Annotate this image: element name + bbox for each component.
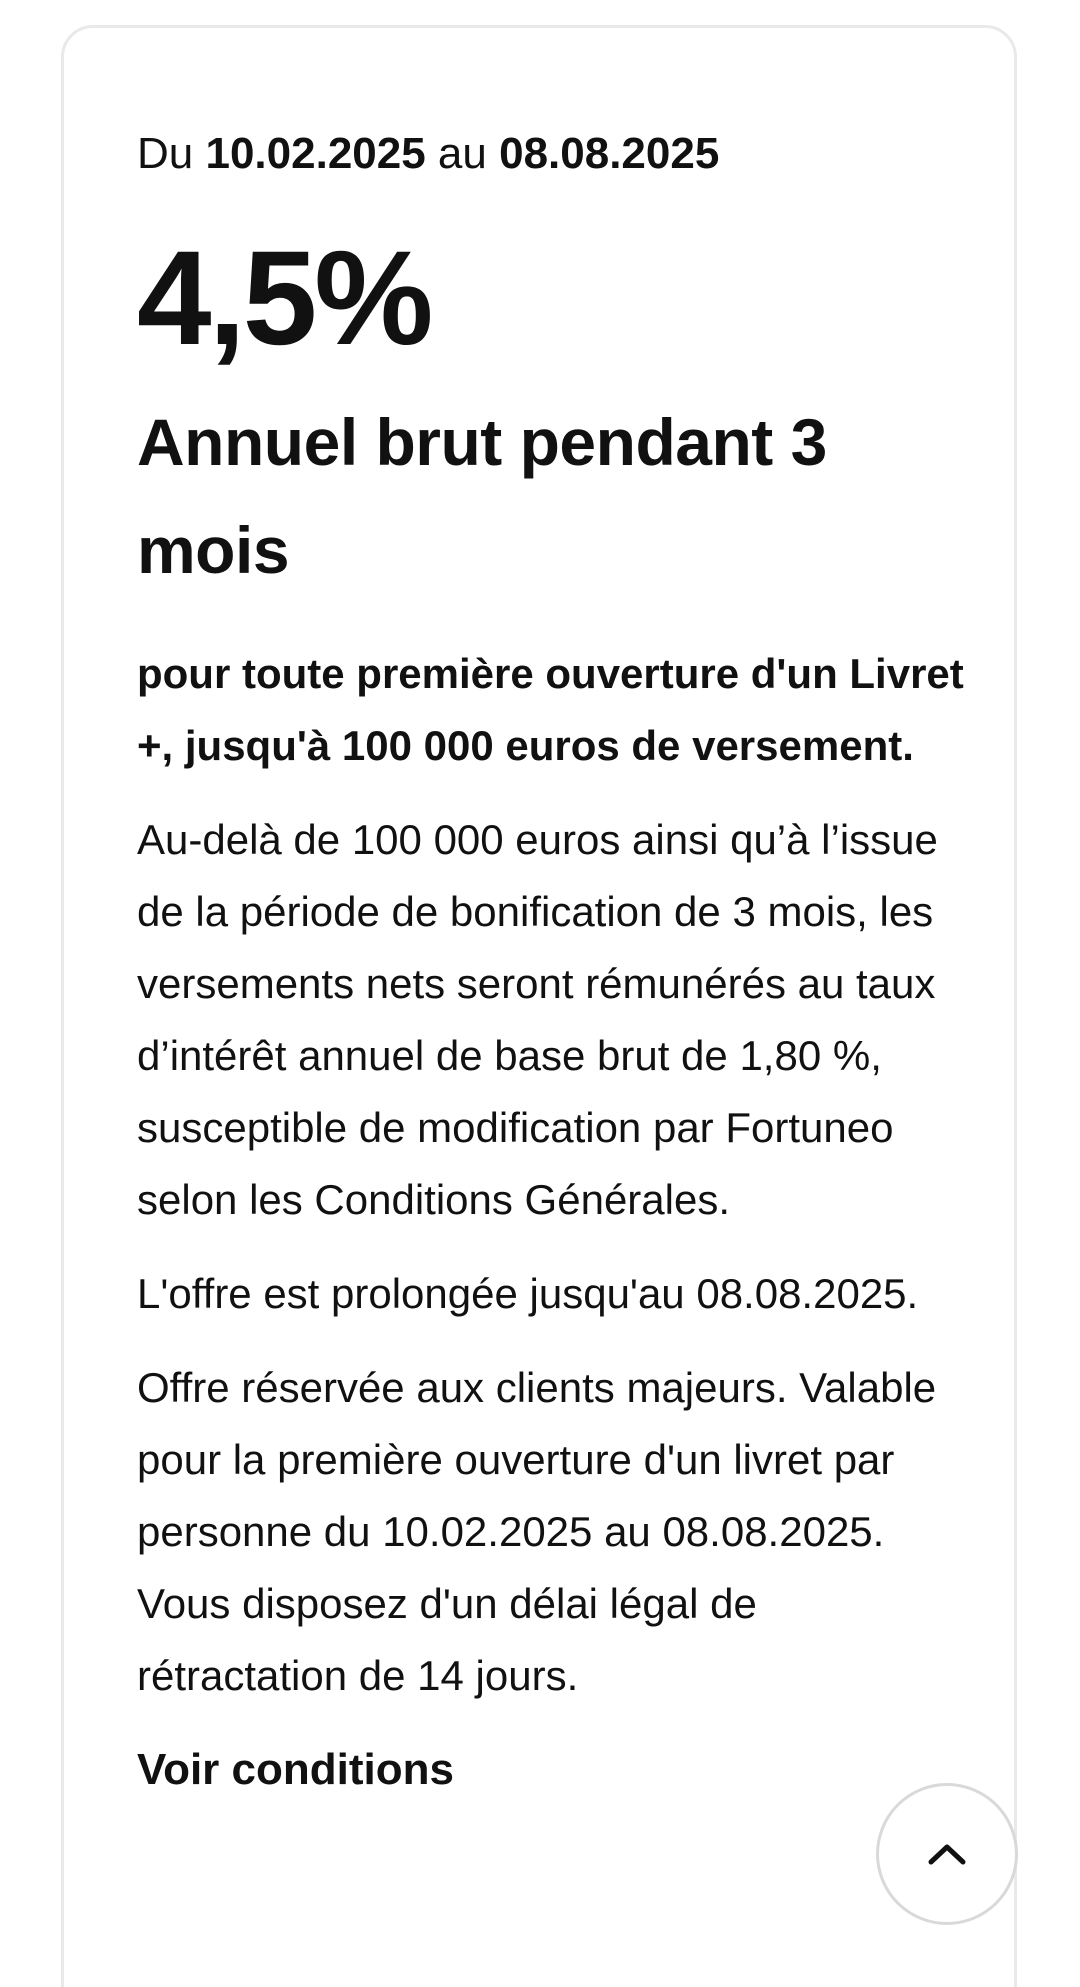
offer-period <box>137 124 967 184</box>
period-start-date: 10.02.2025 <box>205 129 426 178</box>
offer-paragraph-3: Offre réservée aux clients majeurs. Valable pour la première ouverture d'un livret par personne du 10.02.2025 au 08.08.2025. Vous disposez d'un délai légal de rétractation de 14 jours. <box>137 1364 937 1699</box>
interest-rate: 4,5% <box>137 224 431 373</box>
rate-subtitle: Annuel brut pendant 3 mois <box>137 405 827 587</box>
offer-lead-text: pour toute première ouverture d'un Livret +, jusqu'à 100 000 euros de versement. <box>137 650 964 769</box>
offer-paragraph-1: Au-delà de 100 000 euros ainsi qu’à l’issue de la période de bonification de 3 mois, les versements nets seront rémunérés au taux d’intérêt annuel de base brut de 1,80 %, susceptible de modification par Fortuneo selon les Conditions Générales. <box>137 816 938 1223</box>
offer-content <box>137 124 967 1806</box>
period-end-date: 08.08.2025 <box>499 129 720 178</box>
period-middle: au <box>425 129 500 178</box>
offer-card <box>61 25 1017 1987</box>
period-prefix: Du <box>137 129 206 178</box>
chevron-up-icon <box>927 1842 967 1866</box>
scroll-to-top-button[interactable] <box>876 1783 1018 1925</box>
next-section-title[interactable]: Voir conditions <box>137 1745 454 1794</box>
offer-paragraph-2: L'offre est prolongée jusqu'au 08.08.2025. <box>137 1270 919 1317</box>
